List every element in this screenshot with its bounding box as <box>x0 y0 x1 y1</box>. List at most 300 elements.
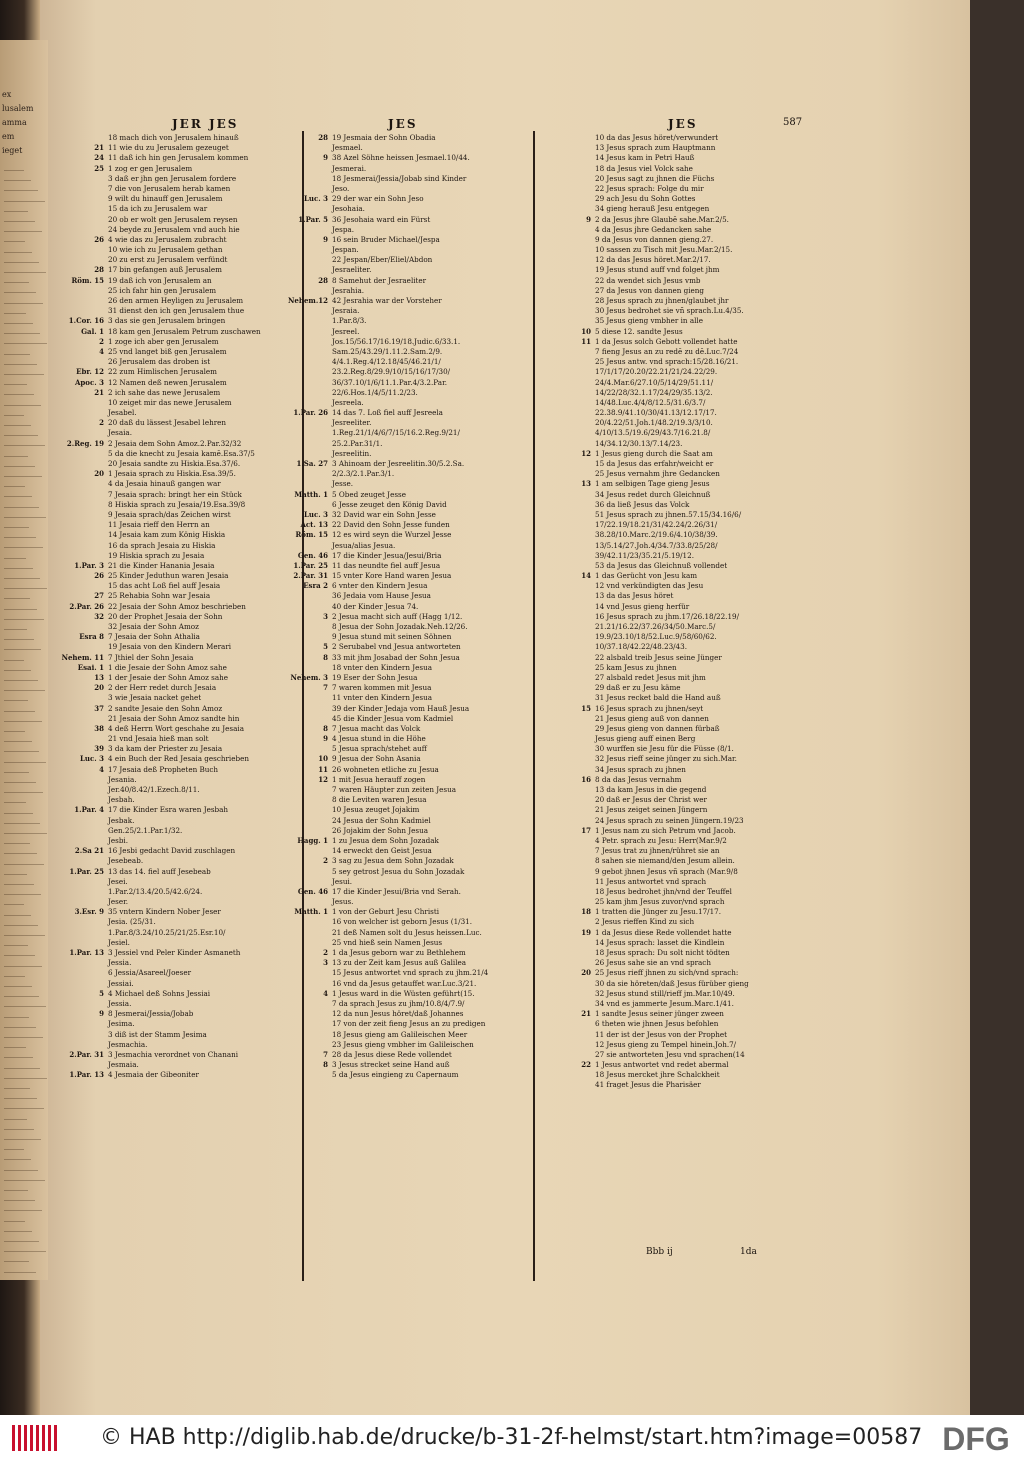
entry-text: Jesohaia. <box>332 204 365 214</box>
index-entry <box>48 153 298 163</box>
index-entry <box>48 1060 298 1070</box>
index-entry <box>272 347 530 357</box>
index-entry <box>535 1019 805 1029</box>
index-entry <box>48 826 298 836</box>
index-entry <box>48 551 298 561</box>
index-entry <box>48 775 298 785</box>
index-entry <box>535 887 805 897</box>
index-entry <box>48 541 298 551</box>
index-entry <box>48 235 298 245</box>
entry-text: Jesreeliter. <box>332 418 372 428</box>
left-page-text-line <box>4 1170 38 1171</box>
entry-text: 8 Jesmerai/Jessia/Jobab <box>108 1009 194 1019</box>
entry-reference: 15 <box>581 703 591 713</box>
entry-text: 12 vnd verkündigten das Jesu <box>595 581 704 591</box>
entry-text: 16 Jesbi gedacht David zuschlagen <box>108 846 236 856</box>
entry-reference: Gen. 46 <box>297 886 328 896</box>
entry-text: 22/6.Hos.1/4/5/11.2/23. <box>332 387 418 397</box>
index-entry <box>48 795 298 805</box>
footer-link[interactable]: © HAB http://diglib.hab.de/drucke/b-31-2f-helmst/start.htm?image=00587 <box>100 1425 923 1450</box>
index-entry <box>272 306 530 316</box>
entry-text: 1.Par.8/3.24/10.25/21/25.Esr.10/ <box>108 927 226 937</box>
index-entry <box>535 1070 805 1080</box>
index-entry <box>272 296 530 306</box>
index-entry <box>48 622 298 632</box>
entry-text: 18 mach dich von Jerusalem hinauß <box>108 133 239 142</box>
index-entry <box>48 673 298 683</box>
left-page-text-line <box>4 190 38 191</box>
entry-text: 1 tratten die Jünger zu Jesu.17/17. <box>595 907 721 917</box>
entry-text: 6 vnter den Kindern Jesua <box>332 581 428 591</box>
left-page-text-line <box>4 466 35 467</box>
entry-text: 5 Jesua sprach/stehet auff <box>332 744 427 754</box>
entry-text: 3 sag zu Jesua dem Sohn Jozadak <box>332 856 454 866</box>
entry-text: 1 am selbigen Tage gieng Jesus <box>595 479 710 489</box>
index-entry <box>272 642 530 652</box>
index-entry <box>535 469 805 479</box>
index-entry <box>535 388 805 398</box>
entry-text: Jespa. <box>332 224 354 234</box>
entry-text: Jesmaia. <box>108 1060 139 1070</box>
entry-text: Jesania. <box>108 774 137 784</box>
entry-text: 7 Jesaia sprach: bringt her ein Stück <box>108 489 242 499</box>
entry-reference: 9 <box>99 1009 104 1019</box>
index-entry <box>272 133 530 143</box>
entry-text: 22 Jesus sprach: Folge du mir <box>595 183 704 193</box>
entry-text: Sam.25/43.29/1.11.2.Sam.2/9. <box>332 346 443 356</box>
index-entry <box>272 174 530 184</box>
index-entry <box>272 255 530 265</box>
dfg-logo-text: DFG <box>942 1421 1010 1455</box>
entry-text: 18 kam gen Jerusalem Petrum zuschawen <box>108 326 261 336</box>
entry-reference: Gal. 1 <box>81 326 104 336</box>
entry-text: 5 sey getrost Jesua du Sohn Jozadak <box>332 866 465 876</box>
entry-text: 1.Par.2/13.4/20.5/42.6/24. <box>108 886 203 896</box>
entry-reference: 25 <box>94 163 104 173</box>
index-entry <box>535 428 805 438</box>
index-entry <box>535 204 805 214</box>
entry-text: 11 das neundte fiel auff Jesua <box>332 560 441 570</box>
index-entry <box>535 378 805 388</box>
entry-text: 8 sahen sie niemand/den Jesum allein. <box>595 856 735 866</box>
entry-reference: 1.Par. 13 <box>69 1070 104 1080</box>
entry-reference: Esra 2 <box>303 581 328 591</box>
left-page-text-line <box>4 282 29 283</box>
entry-text: 5 Obed zeuget Jesse <box>332 489 406 499</box>
index-entry <box>535 296 805 306</box>
index-entry <box>48 408 298 418</box>
index-column-2 <box>272 133 530 1080</box>
index-entry <box>272 887 530 897</box>
entry-text: 30 Jesus bedrohet sie vñ sprach.Lu.4/35. <box>595 306 744 316</box>
index-entry <box>48 439 298 449</box>
entry-text: 6 theten wie jhnen Jesus befohlen <box>595 1019 719 1029</box>
entry-text: 14 Jesus kam in Petri Hauß <box>595 153 695 163</box>
index-entry <box>272 693 530 703</box>
entry-text: Jesebeab. <box>108 856 144 866</box>
left-page-text-line <box>4 374 44 375</box>
entry-text: 21 deß Namen solt du Jesus heissen.Luc. <box>332 927 482 937</box>
running-head-col2: JES <box>388 117 418 131</box>
entry-text: 25 ich fahr hin gen Jerusalem <box>108 285 217 295</box>
index-entry <box>272 938 530 948</box>
left-page-text-line <box>4 517 46 518</box>
entry-text: 25 Kinder Jeduthun waren Jesaia <box>108 571 229 581</box>
entry-text: 29 ach Jesu du Sohn Gottes <box>595 194 696 204</box>
left-page-text-line <box>4 1108 44 1109</box>
left-page-text-line <box>4 588 47 589</box>
entry-text: 1 zu Jesua dem Sohn Jozadak <box>332 835 439 845</box>
entry-text: 22 Jespan/Eber/Eliel/Abdon <box>332 255 433 265</box>
entry-reference: 3 <box>323 958 328 968</box>
left-page-text-line <box>4 313 26 314</box>
entry-text: 14/34.12/30.13/7.14/23. <box>595 438 683 448</box>
index-column-3 <box>535 133 805 1091</box>
index-entry <box>272 856 530 866</box>
index-entry <box>535 938 805 948</box>
entry-text: 3 da kam der Priester zu Jesaia <box>108 744 223 754</box>
entry-reference: 9 <box>323 234 328 244</box>
left-page-text-line <box>4 1078 47 1079</box>
left-page-text-line <box>4 180 31 181</box>
entry-text: Jesreela. <box>332 397 364 407</box>
entry-text: 15 da ich zu Jerusalem war <box>108 204 208 214</box>
index-entry <box>535 1050 805 1060</box>
entry-reference: 4 <box>323 988 328 998</box>
left-page-text-line <box>4 456 28 457</box>
entry-reference: 32 <box>94 611 104 621</box>
index-entry <box>535 734 805 744</box>
entry-text: 4 Jesua stund in die Höhe <box>332 734 426 744</box>
entry-text: Jesbah. <box>108 795 135 805</box>
index-entry <box>272 316 530 326</box>
index-entry <box>48 316 298 326</box>
left-page-text-line <box>4 323 33 324</box>
left-page-text-line <box>4 425 31 426</box>
index-entry <box>48 1019 298 1029</box>
entry-text: 23.2.Reg.8/29.9/10/15/16/17/30/ <box>332 367 451 377</box>
index-entry <box>272 265 530 275</box>
entry-reference: 5 <box>99 988 104 998</box>
index-entry <box>535 164 805 174</box>
entry-reference: Matth. 1 <box>294 907 328 917</box>
index-entry <box>48 591 298 601</box>
entry-text: Jesui. <box>332 876 353 886</box>
left-page-text-line <box>4 792 43 793</box>
book-page <box>40 0 970 1415</box>
catchword: 1da <box>740 1247 757 1257</box>
index-entry <box>535 347 805 357</box>
index-entry <box>272 408 530 418</box>
entry-reference: Apoc. 3 <box>74 377 104 387</box>
index-entry <box>535 276 805 286</box>
entry-text: 17/22.19/18.21/31/42.24/2.26/31/ <box>595 520 718 530</box>
left-page-text-line <box>4 496 32 497</box>
entry-text: 26 den armen Heyligen zu Jerusalem <box>108 296 244 305</box>
entry-text: 1 zog er gen Jerusalem <box>108 163 193 173</box>
left-page-text-line <box>4 751 39 752</box>
entry-text: 19 daß ich von Jerusalem an <box>108 275 212 285</box>
entry-text: 3 Ahinoam der Jesreelitin.30/5.2.Sa. <box>332 459 465 468</box>
index-entry <box>48 378 298 388</box>
left-page-text-line <box>4 1251 46 1252</box>
entry-reference: 39 <box>94 744 104 754</box>
index-entry <box>272 836 530 846</box>
entry-reference: 7 <box>323 683 328 693</box>
entry-text: 42 Jesrahia war der Vorsteher <box>332 296 442 305</box>
index-entry <box>48 704 298 714</box>
entry-reference: 2.Par. 31 <box>69 1049 104 1059</box>
entry-reference: 7 <box>323 1049 328 1059</box>
left-page-text-line <box>4 874 27 875</box>
index-entry <box>48 1030 298 1040</box>
entry-text: 30 wurffen sie Jesu für die Füsse (8/1. <box>595 744 734 754</box>
index-entry <box>272 754 530 764</box>
left-page-text-line <box>4 1139 41 1140</box>
entry-reference: 3 <box>323 611 328 621</box>
entry-reference: Luc. 3 <box>79 754 104 764</box>
index-entry <box>272 673 530 683</box>
index-entry <box>535 1080 805 1090</box>
entry-text: 11 daß ich hin gen Jerusalem kommen <box>108 153 249 163</box>
index-entry <box>272 337 530 347</box>
index-entry <box>272 907 530 917</box>
index-entry <box>535 479 805 489</box>
entry-text: 27 da Jesus von dannen gieng <box>595 285 705 295</box>
entry-text: 3 Jesmachia verordnet von Chanani <box>108 1049 239 1059</box>
entry-text: 4/10/13.5/19.6/29/43.7/16.21.8/ <box>595 428 711 438</box>
index-entry <box>535 663 805 673</box>
entry-text: 6 Jessia/Asareel/Joeser <box>108 968 192 978</box>
entry-reference: 11 <box>581 336 591 346</box>
index-entry <box>535 133 805 143</box>
index-entry <box>535 968 805 978</box>
index-entry <box>272 194 530 204</box>
entry-text: Jesrahia. <box>332 285 365 295</box>
entry-text: 24/4.Mar.6/27.10/5/14/29/51.11/ <box>595 377 714 387</box>
index-entry <box>48 571 298 581</box>
entry-reference: 1.Par. 13 <box>69 948 104 957</box>
index-entry <box>48 276 298 286</box>
left-page-text-line <box>4 1037 43 1038</box>
entry-reference: Hagg. 1 <box>297 835 328 845</box>
index-entry <box>535 836 805 846</box>
index-entry <box>272 683 530 693</box>
entry-text: 17 die Kinder Esra waren Jesbah <box>108 805 229 815</box>
footer-bar <box>0 1415 1024 1461</box>
entry-text: 21.21/16.22/37.26/34/50.Marc.5/ <box>595 622 716 631</box>
entry-text: 7 waren kommen mit Jesua <box>332 683 432 693</box>
left-page-text-line <box>4 690 45 691</box>
entry-text: 20 ob er wolt gen Jerusalem reysen <box>108 214 238 224</box>
entry-text: 19 Jesus stund auff vnd folget jhm <box>595 265 720 275</box>
entry-text: 4 deß Herrn Wort geschahe zu Jesaia <box>108 723 244 733</box>
entry-text: 18 Jesmerai/Jessia/Jobab sind Kinder <box>332 173 467 183</box>
entry-reference: 38 <box>94 723 104 733</box>
entry-reference: Ebr. 12 <box>76 367 104 377</box>
left-page-text-line <box>4 782 36 783</box>
entry-text: Jeso. <box>332 183 350 193</box>
index-entry <box>535 816 805 826</box>
entry-reference: 3.Esr. 9 <box>74 907 104 917</box>
left-page-text-line <box>4 303 43 304</box>
index-entry <box>272 591 530 601</box>
entry-text: 2/2.3/2.1.Par.3/1. <box>332 469 395 479</box>
index-entry <box>535 754 805 764</box>
entry-text: Jos.15/56.17/16.19/18.Judic.6/33.1. <box>332 336 461 346</box>
index-entry <box>272 479 530 489</box>
index-entry <box>535 693 805 703</box>
entry-text: 22.38.9/41.10/30/41.13/12.17/17. <box>595 408 717 418</box>
index-entry <box>535 958 805 968</box>
index-entry <box>272 469 530 479</box>
entry-reference: 1.Par. 26 <box>293 408 328 418</box>
left-page-text-line <box>4 649 41 650</box>
index-entry <box>272 439 530 449</box>
index-entry <box>48 653 298 663</box>
left-page-text-line <box>4 721 42 722</box>
left-page-text-line <box>4 252 32 253</box>
left-page-text-line <box>4 823 40 824</box>
left-page-text-line <box>4 843 30 844</box>
index-entry <box>272 663 530 673</box>
index-entry <box>48 581 298 591</box>
entry-text: 21 vnd Jesaia hieß man solt <box>108 734 209 744</box>
left-page-text-line <box>4 333 40 334</box>
index-entry <box>48 805 298 815</box>
entry-text: 12 da das Jesus höret.Mar.2/17. <box>595 255 711 265</box>
index-entry <box>272 541 530 551</box>
index-entry <box>48 133 298 143</box>
index-entry <box>272 561 530 571</box>
entry-reference: 2 <box>99 418 104 428</box>
index-entry <box>272 989 530 999</box>
index-entry <box>535 867 805 877</box>
index-entry <box>48 632 298 642</box>
page-number: 587 <box>783 117 803 128</box>
left-page-text-line <box>4 170 24 171</box>
running-head-col1: JER JES <box>172 117 239 131</box>
entry-reference: 18 <box>581 907 591 917</box>
entry-reference: 21 <box>94 143 104 153</box>
entry-text: 8 die Leviten waren Jesua <box>332 795 427 805</box>
index-entry <box>48 958 298 968</box>
entry-reference: 2.Par. 31 <box>293 571 328 581</box>
entry-text: 10 da das Jesus höret/verwundert <box>595 133 719 142</box>
entry-text: 1 mit Jesua herauff zogen <box>332 774 426 784</box>
entry-text: 3 daß er jhn gen Jerusalem fordere <box>108 173 237 183</box>
entry-reference: 4 <box>99 346 104 356</box>
entry-text: 7 fieng Jesus an zu redē zu dē.Luc.7/24 <box>595 346 739 356</box>
entry-text: 30 da sie höreten/daß Jesus fürüber gieng <box>595 978 749 988</box>
index-entry <box>535 581 805 591</box>
entry-text: 11 Jesus antwortet vnd sprach <box>595 876 707 886</box>
entry-text: 9 gebot jhnen Jesus vñ sprach (Mar.9/8 <box>595 866 738 876</box>
entry-text: 22 Jesaia der Sohn Amoz beschrieben <box>108 601 246 611</box>
left-page-text-line <box>4 772 29 773</box>
entry-text: Jesse. <box>332 479 354 489</box>
entry-text: 10 Jesua zeuget Jojakim <box>332 805 420 815</box>
entry-text: Jesraia. <box>332 306 360 316</box>
entry-text: 33 mit jhm Josabad der Sohn Jesua <box>332 652 460 662</box>
left-page-text-line <box>4 231 42 232</box>
entry-reference: 12 <box>318 774 328 784</box>
index-entry <box>272 1009 530 1019</box>
entry-text: 1 der Jesaie der Sohn Amoz sahe <box>108 672 229 682</box>
entry-text: 17 Jesaia deß Propheten Buch <box>108 764 219 774</box>
entry-text: 2 Serubabel vnd Jesua antworteten <box>332 642 461 652</box>
left-page-text-line <box>4 700 28 701</box>
left-page-text-line <box>4 1027 36 1028</box>
index-entry <box>535 490 805 500</box>
index-entry <box>535 622 805 632</box>
index-entry <box>48 143 298 153</box>
index-entry <box>535 714 805 724</box>
entry-reference: 17 <box>581 825 591 835</box>
index-entry <box>535 846 805 856</box>
index-entry <box>535 520 805 530</box>
left-page-text-line <box>4 1006 46 1007</box>
entry-reference: 19 <box>581 927 591 937</box>
entry-reference: 26 <box>94 234 104 244</box>
entry-reference: 13 <box>581 479 591 489</box>
index-entry <box>272 734 530 744</box>
left-page-text-line <box>4 762 46 763</box>
entry-reference: 20 <box>581 968 591 978</box>
index-entry <box>48 836 298 846</box>
entry-text: 35 vntern Kindern Nober Jeser <box>108 907 221 917</box>
index-entry <box>272 704 530 714</box>
entry-text: 19 Jesaia von den Kindern Merari <box>108 642 232 652</box>
entry-text: 13 da kam Jesus in die gegend <box>595 785 707 794</box>
index-entry <box>272 286 530 296</box>
entry-reference: 21 <box>94 387 104 397</box>
index-entry <box>272 968 530 978</box>
left-page-text-line <box>4 292 36 293</box>
left-page-text-line <box>4 1261 29 1262</box>
index-entry <box>272 204 530 214</box>
left-page-text-line <box>4 558 26 559</box>
entry-text: 16 von welcher ist geborn Jesus (1/31. <box>332 917 473 927</box>
entry-reference: 1.Sa. 27 <box>296 459 328 468</box>
index-entry <box>272 225 530 235</box>
left-page-text-line <box>4 1047 26 1048</box>
entry-reference: 10 <box>318 754 328 764</box>
index-entry <box>272 459 530 469</box>
entry-text: Jesreel. <box>332 326 360 336</box>
entry-text: Jespan. <box>332 245 359 255</box>
index-entry <box>535 744 805 754</box>
entry-text: Jesmael. <box>332 143 363 153</box>
entry-text: 1 die Jesaie der Sohn Amoz sahe <box>108 662 227 672</box>
index-entry <box>272 928 530 938</box>
entry-text: 29 der war ein Sohn Jeso <box>332 194 424 204</box>
entry-text: 10 sassen zu Tisch mit Jesu.Mar.2/15. <box>595 245 733 255</box>
entry-text: 21 Jesus zeiget seinen Jüngern <box>595 805 708 815</box>
left-page-text-line <box>4 211 28 212</box>
left-page-text-line <box>4 405 41 406</box>
entry-text: 36/37.10/1/6/11.1.Par.4/3.2.Par. <box>332 377 448 387</box>
entry-text: 36 Jedaia vom Hause Jesua <box>332 591 431 601</box>
entry-text: 27 sie antworteten Jesu vnd sprachen(14 <box>595 1049 745 1059</box>
left-page-text-line <box>4 619 44 620</box>
index-entry <box>535 765 805 775</box>
left-page-text-line <box>4 568 33 569</box>
index-entry <box>535 907 805 917</box>
entry-reference: 20 <box>94 469 104 479</box>
entry-reference: 28 <box>94 265 104 275</box>
index-entry <box>48 367 298 377</box>
